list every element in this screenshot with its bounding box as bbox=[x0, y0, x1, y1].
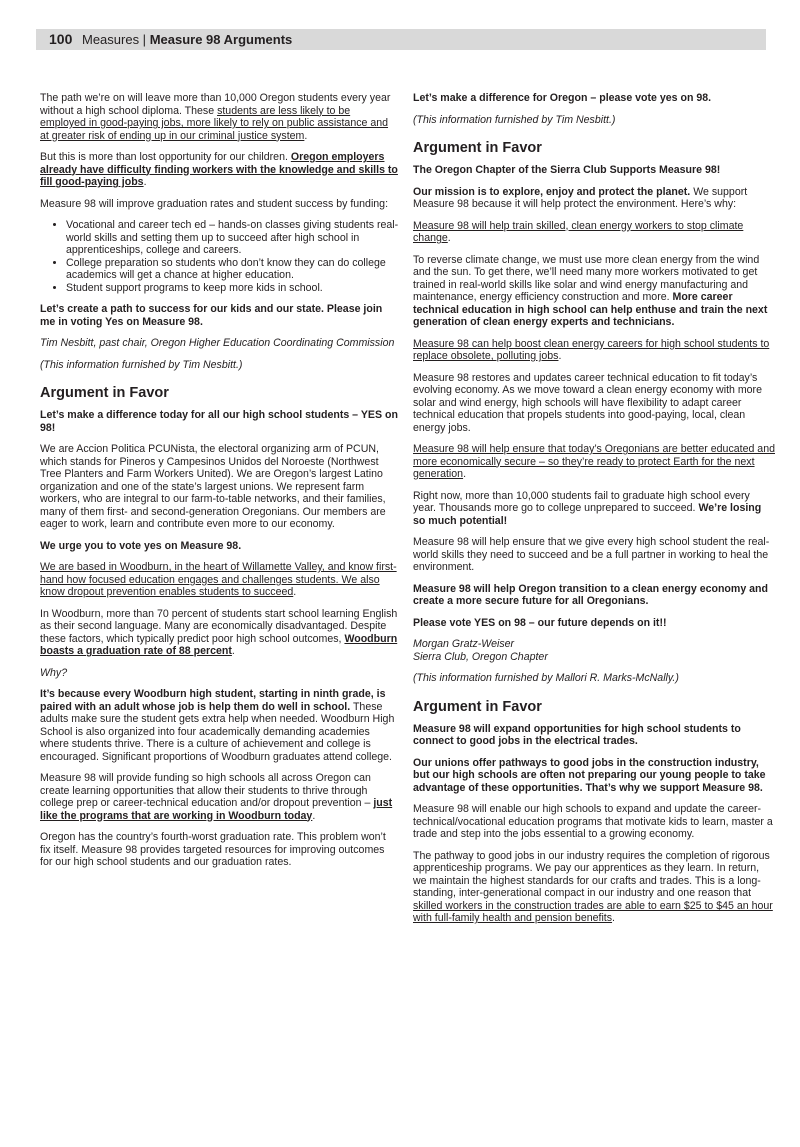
paragraph: We urge you to vote yes on Measure 98. bbox=[40, 539, 242, 552]
paragraph: Oregon has the country’s fourth-worst graduation rate. This problem won’t fix itself. Measure 98 provides targeted resources for improving outcomes for our high school students and our graduation rates. bbox=[40, 831, 386, 868]
argument-heading: Argument in Favor bbox=[413, 140, 542, 156]
paragraph: Measure 98 will help ensure that today’s Oregonians are better educated and more economically secure – so they’re ready to protect Earth for the next generation. bbox=[413, 443, 775, 480]
paragraph: Measure 98 will enable our high schools to expand and update the career-technical/vocational education programs that motivate kids to learn, master a trade and step into the jobs essential to a growing economy. bbox=[413, 803, 773, 840]
paragraph: Right now, more than 10,000 students fail to graduate high school every year. Thousands more go to college unprepared to succeed. We’re losing so much potential! bbox=[413, 489, 762, 527]
paragraph: The pathway to good jobs in our industry requires the completion of rigorous apprenticeship programs. We pay our apprentices as they learn. In return, we maintain the highest standards for our crafts and trades. This is a long-standing, inter-generational compact in our industry and one reason that skilled workers in the construction trades are able to earn $25 to $45 an hour with full-family health and pension benefits. bbox=[413, 849, 773, 924]
list-item: • Vocational and career tech ed – hands-on classes giving students real-world skills and setting them up to succeed after high school in apprenticeships, college and careers. bbox=[66, 219, 399, 257]
furnished-note: (This information furnished by Mallori R. Marks-McNally.) bbox=[413, 672, 679, 684]
paragraph: Let’s create a path to success for our kids and our state. Please join me in voting Yes on Measure 98. bbox=[40, 303, 383, 328]
paragraph: Measure 98 can help boost clean energy careers for high school students to replace obsolete, polluting jobs. bbox=[413, 337, 770, 362]
funding-list bbox=[40, 219, 399, 294]
paragraph: Let’s make a difference today for all our high school students – YES on 98! bbox=[40, 409, 398, 434]
page-number: 100 bbox=[49, 31, 73, 47]
left-column bbox=[40, 92, 399, 878]
paragraph: Please vote YES on 98 – our future depends on it!! bbox=[413, 616, 667, 629]
paragraph: Measure 98 restores and updates career technical education to fit today’s evolving economy. As we move toward a clean energy economy with more solar and wind energy, high schools will have flexibility to adapt career technical education that propels students into good-paying, local, clean energy jobs. bbox=[413, 371, 762, 434]
paragraph: Measure 98 will help train skilled, clean energy workers to stop climate change. bbox=[413, 219, 744, 244]
argument-heading: Argument in Favor bbox=[413, 698, 542, 715]
list-item: • Student support programs to keep more kids in school. bbox=[66, 282, 399, 295]
paragraph: Let’s make a difference for Oregon – please vote yes on 98. bbox=[413, 92, 712, 104]
paragraph: We are based in Woodburn, in the heart of Willamette Valley, and know first-hand how focused education engages and challenges students. We also know dropout prevention enables students to succeed. bbox=[40, 561, 397, 598]
paragraph: Measure 98 will expand opportunities for high school students to connect to good jobs in the electrical trades. bbox=[413, 722, 741, 747]
paragraph: Our unions offer pathways to good jobs in the construction industry, but our high schools are often not preparing our young people to take advantage of these opportunities. That’s why we support Measure 98. bbox=[413, 756, 766, 794]
furnished-note: (This information furnished by Tim Nesbitt.) bbox=[413, 113, 616, 126]
argument-heading: Argument in Favor bbox=[40, 385, 169, 401]
page-title: Measure 98 Arguments bbox=[149, 32, 293, 47]
list-item: • College preparation so students who don’t know they can do college academics will get a chance at higher education. bbox=[66, 257, 399, 282]
paragraph: Measure 98 will provide funding so high schools all across Oregon can create learning opportunities that allow their students to thrive through college prep or career-technical education and/or dropout prevention – just like the programs that are working in Woodburn today. bbox=[40, 772, 393, 822]
paragraph: But this is more than lost opportunity for our children. Oregon employers already have difficulty finding workers with the knowledge and skills to fill good-paying jobs. bbox=[40, 151, 398, 188]
furnished-note: (This information furnished by Tim Nesbitt.) bbox=[40, 358, 243, 371]
paragraph: Measure 98 will help ensure that we give every high school student the real-world skills they need to succeed and be a full partner in working to heal the environment. bbox=[413, 536, 770, 573]
right-column bbox=[413, 92, 775, 934]
paragraph: The Oregon Chapter of the Sierra Club Supports Measure 98! bbox=[413, 164, 721, 176]
paragraph: Our mission is to explore, enjoy and protect the planet. We support Measure 98 because it will help protect the environment. Here’s why: bbox=[413, 185, 748, 210]
paragraph: The path we’re on will leave more than 10,000 Oregon students every year without a high school diploma. These students are less likely to be employed in good-paying jobs, more likely to rely on public assistance and at greater risk of ending up in our criminal justice system. bbox=[40, 92, 391, 142]
page-header bbox=[36, 29, 766, 50]
signature: Morgan Gratz-Weiser Sierra Club, Oregon Chapter bbox=[413, 638, 548, 663]
paragraph: We are Accion Politica PCUNista, the electoral organizing arm of PCUN, which stands for Pineros y Campesinos Unidos del Noroeste (Northwest Tree Planters and Farm Workers United). We are Oregon’s largest Latino organization and one of the state’s largest unions. We represent farm workers, who are integral to our farm-to-table networks, and their families, many of them first- and second-generation Oregonians. Our members are eager to work, learn and contribute even more to our economy. bbox=[40, 443, 386, 530]
paragraph: Why? bbox=[40, 666, 68, 679]
paragraph: Measure 98 will improve graduation rates and student success by funding: bbox=[40, 197, 389, 210]
section-label: Measures | bbox=[81, 32, 147, 47]
paragraph: It’s because every Woodburn high student, starting in ninth grade, is paired with an adult whose job is help them do well in school. These adults make sure the student gets extra help when needed. Woodburn High School is also organized into four academically demanding academies where students thrive. There is a culture of achievement and college is encouraged. Significant proportions of Woodburn graduates attend college. bbox=[40, 688, 395, 763]
paragraph: In Woodburn, more than 70 percent of students start school learning English as their second language. Many are economically disadvantaged. Despite these factors, which typically predict poor high school outcomes, Woodburn boasts a graduation rate of 88 percent. bbox=[40, 607, 398, 657]
paragraph: Measure 98 will help Oregon transition to a clean energy economy and create a more secure future for all Oregonians. bbox=[413, 582, 768, 607]
signature: Tim Nesbitt, past chair, Oregon Higher Education Coordinating Commission bbox=[40, 337, 395, 349]
paragraph: To reverse climate change, we must use more clean energy from the wind and the sun. To get there, we’ll need many more workers motivated to get trained in real-world skills like solar and wind energy manufacturing and maintenance, energy efficiency construction and more. More career technical education in high school can help enthuse and train the next generation of clean energy experts and technicians. bbox=[413, 253, 768, 328]
